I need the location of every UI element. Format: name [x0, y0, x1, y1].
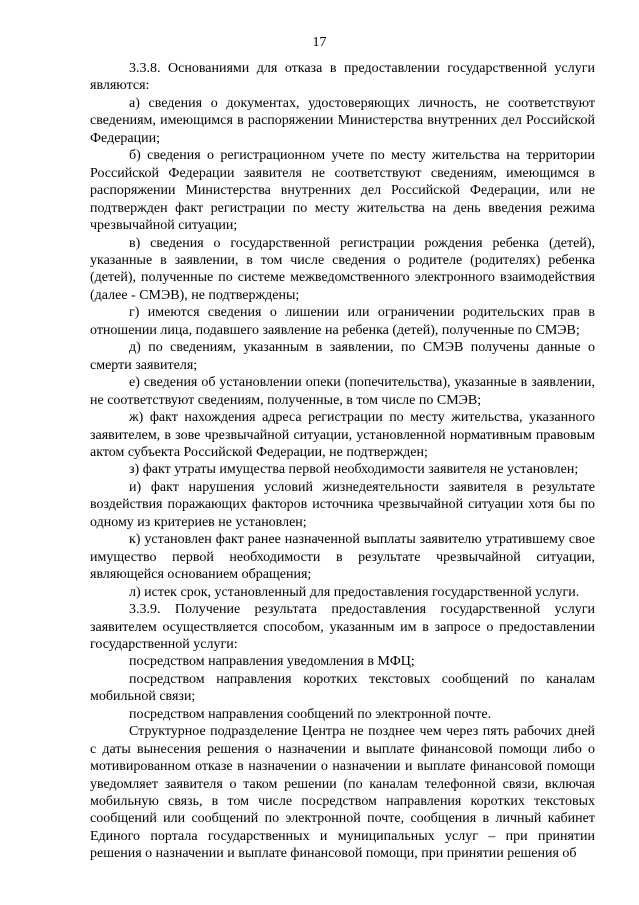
paragraph-item-i: и) факт нарушения условий жизнедеятельности заявителя в результате воздействия поражающих факторов источника чрезвычайной ситуации хотя бы по одному из критериев не установлен;	[90, 479, 595, 530]
paragraph-item-z: з) факт утраты имущества первой необходимости заявителя не установлен;	[129, 462, 579, 478]
document-body	[90, 60, 595, 863]
paragraph-3-3-9: 3.3.9. Получение результата предоставления государственной услуги заявителем осуществляется способом, указанным им в запросе о предоставлении государственной услуги:	[90, 602, 595, 652]
paragraph-item-e: е) сведения об установлении опеки (попечительства), указанные в заявлении, не соответствуют сведениям, полученные, в том числе по СМЭВ;	[90, 375, 595, 408]
page-number: 17	[312, 35, 327, 50]
paragraph-delivery-sms: посредством направления коротких текстовых сообщений по каналам мобильной связи;	[90, 671, 595, 705]
paragraph-delivery-email: посредством направления сообщений по электронной почте.	[129, 706, 492, 722]
paragraph-item-zh: ж) факт нахождения адреса регистрации по месту жительства, указанного заявителем, в зове чрезвычайной ситуации, установленной нормативным правовым актом субъекта Российской Федерации, не подтвержден;	[90, 410, 595, 460]
paragraph-item-l: л) истек срок, установленный для предоставления государственной услуги.	[129, 584, 580, 600]
paragraph-item-g: г) имеются сведения о лишении или ограничении родительских прав в отношении лица, подавшего заявление на ребенка (детей), полученные по СМЭВ;	[90, 305, 595, 338]
paragraph-item-d: д) по сведениям, указанным в заявлении, по СМЭВ получены данные о смерти заявителя;	[90, 340, 595, 373]
paragraph-notification: Структурное подразделение Центра не позднее чем через пять рабочих дней с даты вынесения решения о назначении и выплате финансовой помощи либо о мотивированном отказе в назначении о назначении и выплате финансовой помощи уведомляет заявителя о таком решении (по каналам телефонной связи, включая мобильную связь, в том числе посредством направления коротких текстовых сообщений или сообщений по электронной почте, сообщения в личный кабинет Единого портала государственных и муниципальных услуг – при принятии решения о назначении и выплате финансовой помощи, при принятии решения об	[90, 724, 595, 862]
paragraph-3-3-8: 3.3.8. Основаниями для отказа в предоставлении государственной услуги являются:	[90, 61, 595, 94]
paragraph-item-a: а) сведения о документах, удостоверяющих личность, не соответствуют сведениям, имеющимся в распоряжении Министерства внутренних дел Российской Федерации;	[90, 95, 595, 146]
paragraph-delivery-mfc: посредством направления уведомления в МФЦ;	[129, 654, 415, 670]
paragraph-item-b: б) сведения о регистрационном учете по месту жительства на территории Российской Федерации заявителя не соответствуют сведениям, имеющимся в распоряжении Министерства внутренних дел Российской Федерации, или не подтвержден факт регистрации по месту жительства на день введения режима чрезвычайной ситуации;	[90, 148, 595, 234]
paragraph-item-k: к) установлен факт ранее назначенной выплаты заявителю утратившему свое имущество первой необходимости в результате чрезвычайной ситуации, являющейся основанием обращения;	[90, 532, 595, 583]
paragraph-item-v: в) сведения о государственной регистрации рождения ребенка (детей), указанные в заявлении, в том числе сведения о родителе (родителях) ребенка (детей), полученные по системе межведомственного электронного взаимодействия (далее - СМЭВ), не подтверждены;	[90, 235, 595, 303]
